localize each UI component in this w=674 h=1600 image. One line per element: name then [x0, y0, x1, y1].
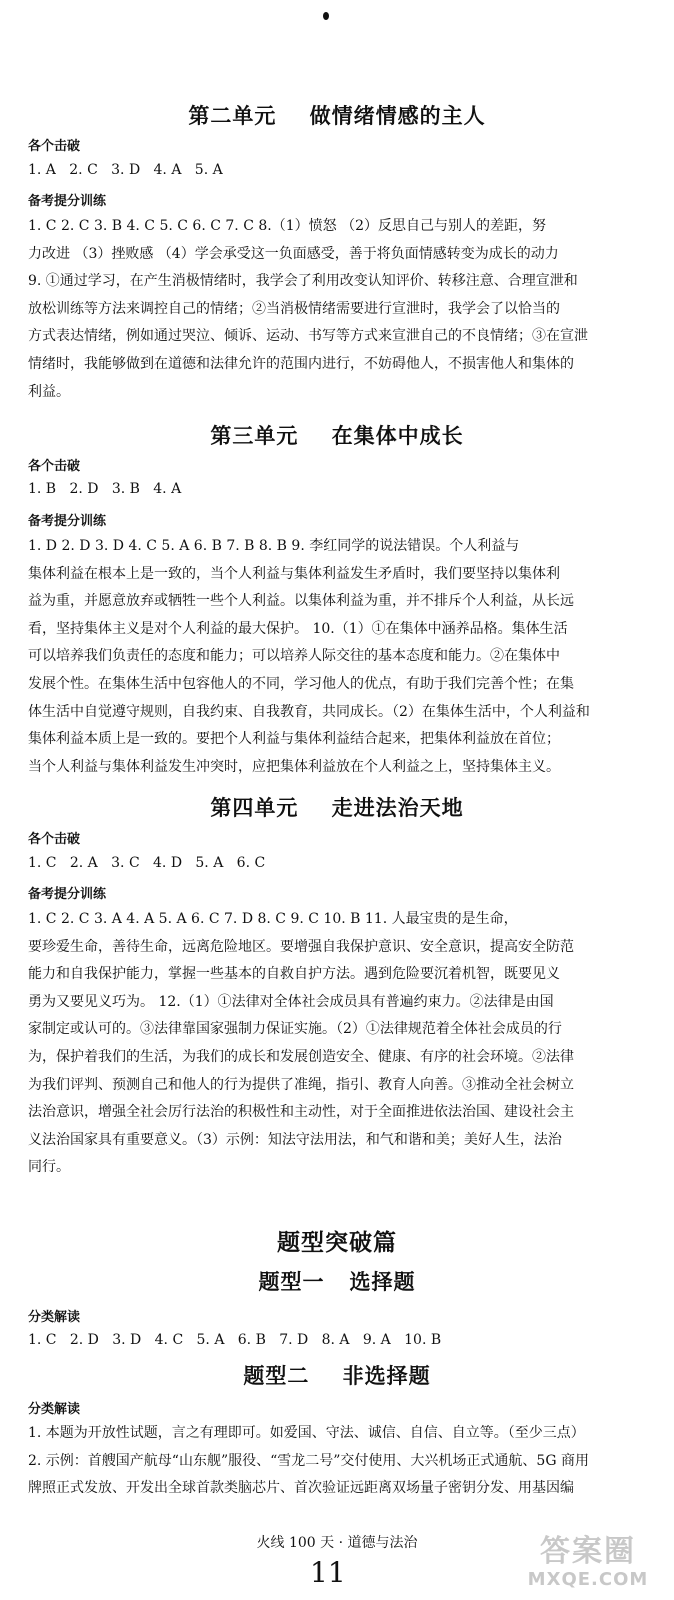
- text-line: 1. D 2. D 3. D 4. C 5. A 6. B 7. B 8. B 9. 李红同学的说法错误。个人利益与: [28, 538, 520, 554]
- watermark-text-bottom: MXQE.COM: [527, 1569, 649, 1590]
- unit4-sub-each: 各个击破: [28, 832, 81, 847]
- text-line: 体生活中自觉遵守规则，自我约束、自我教育，共同成长。（2）在集体生活中，个人利益和: [28, 703, 590, 720]
- unit2-title: 第二单元 做情绪情感的主人: [188, 104, 486, 128]
- type1-sub: 分类解读: [28, 1310, 81, 1325]
- text-line: 法治意识，增强全社会厉行法治的积极性和主动性，对于全面推进依法治国、建设社会主: [28, 1104, 574, 1121]
- text-line: 家制定或认可的。③法律靠国家强制力保证实施。（2）①法律规范着全体社会成员的行: [28, 1021, 562, 1038]
- text-line: 集体利益本质上是一致的。要把个人利益与集体利益结合起来，把集体利益放在首位；: [28, 731, 560, 748]
- unit4-training-text: [28, 906, 642, 1182]
- type2-title: 题型二 非选择题: [243, 1364, 431, 1388]
- type2-sub: 分类解读: [28, 1402, 81, 1417]
- text-line: 益为重，并愿意放弃或牺牲一些个人利益。以集体利益为重，并不排斥个人利益，从长远: [28, 593, 574, 610]
- unit3-sub-training: 备考提分训练: [28, 514, 107, 529]
- text-line: 1. C 2. C 3. A 4. A 5. A 6. C 7. D 8. C 9. C 10. B 11. 人最宝贵的是生命，: [28, 911, 518, 927]
- unit3-training-text: [28, 533, 642, 781]
- text-line: 义法治国家具有重要意义。（3）示例：知法守法用法，和气和谐和美；美好人生，法治: [28, 1131, 562, 1148]
- part-title: 题型突破篇: [277, 1230, 397, 1256]
- text-line: 能力和自我保护能力，掌握一些基本的自救自护方法。遇到危险要沉着机智，既要见义: [28, 966, 560, 983]
- watermark-logo: [514, 1535, 662, 1595]
- text-line: 2. 示例：首艘国产航母“山东舰”服役、“雪龙二号”交付使用、大兴机场正式通航、5G 商用: [28, 1452, 589, 1469]
- text-line: 情绪时，我能够做到在道德和法律允许的范围内进行，不妨碍他人，不损害他人和集体的: [28, 355, 574, 372]
- text-line: 力改进 （3）挫败感 （4）学会承受这一负面感受，善于将负面情感转变为成长的动力: [28, 245, 559, 262]
- text-line: 要珍爱生命，善待生命，远离危险地区。要增强自我保护意识、安全意识，提高安全防范: [28, 938, 574, 955]
- page-number: 11: [310, 1556, 346, 1589]
- unit4-each-answers: 1. C 2. A 3. C 4. D 5. A 6. C: [28, 855, 266, 871]
- text-line: 当个人利益与集体利益发生冲突时，应把集体利益放在个人利益之上，坚持集体主义。: [28, 758, 560, 775]
- unit4-title: 第四单元 走进法治天地: [210, 796, 464, 820]
- unit2-sub-training: 备考提分训练: [28, 194, 107, 209]
- text-line: 为我们评判、预测自己和他人的行为提供了准绳，指引、教育人向善。③推动全社会树立: [28, 1076, 574, 1093]
- text-line: 同行。: [28, 1159, 70, 1176]
- page-footer: 火线 100 天 · 道德与法治: [256, 1535, 418, 1551]
- text-line: 利益。: [28, 383, 70, 400]
- unit3-title: 第三单元 在集体中成长: [210, 424, 464, 448]
- text-line: 牌照正式发放、开发出全球首款类脑芯片、首次验证远距离双场量子密钥分发、用基因编: [28, 1480, 574, 1497]
- unit3-sub-each: 各个击破: [28, 459, 81, 474]
- text-line: 1. C 2. C 3. B 4. C 5. C 6. C 7. C 8.（1）愤怒 （2）反思自己与别人的差距，努: [28, 218, 546, 234]
- type1-answers: 1. C 2. D 3. D 4. C 5. A 6. B 7. D 8. A 9. A 10. B: [28, 1332, 442, 1348]
- text-line: 看，坚持集体主义是对个人利益的最大保护。 10.（1）①在集体中涵养品格。集体生活: [28, 620, 568, 637]
- text-line: 勇为又要见义巧为。 12.（1）①法律对全体社会成员具有普遍约束力。②法律是由国: [28, 993, 554, 1010]
- unit2-each-answers: 1. A 2. C 3. D 4. A 5. A: [28, 162, 223, 178]
- unit2-training-text: [28, 213, 642, 406]
- text-line: 发展个性。在集体生活中包容他人的不同，学习他人的优点，有助于我们完善个性；在集: [28, 675, 574, 692]
- watermark-text-top: 答案圈: [540, 1534, 636, 1569]
- type1-title: 题型一 选择题: [258, 1270, 416, 1294]
- unit4-sub-training: 备考提分训练: [28, 887, 107, 902]
- type2-text: [28, 1420, 642, 1503]
- unit2-sub-each: 各个击破: [28, 139, 81, 154]
- ink-dot: [323, 12, 329, 20]
- unit3-each-answers: 1. B 2. D 3. B 4. A: [28, 481, 182, 497]
- text-line: 放松训练等方法来调控自己的情绪；②当消极情绪需要进行宣泄时，我学会了以恰当的: [28, 300, 560, 317]
- text-line: 为，保护着我们的生活，为我们的成长和发展创造安全、健康、有序的社会环境。②法律: [28, 1048, 574, 1065]
- text-line: 1. 本题为开放性试题，言之有理即可。如爱国、守法、诚信、自信、自立等。（至少三点）: [28, 1425, 585, 1441]
- text-line: 集体利益在根本上是一致的，当个人利益与集体利益发生矛盾时，我们要坚持以集体利: [28, 565, 560, 582]
- text-line: 9. ①通过学习，在产生消极情绪时，我学会了利用改变认知评价、转移注意、合理宣泄和: [28, 273, 578, 290]
- text-line: 可以培养我们负责任的态度和能力；可以培养人际交往的基本态度和能力。②在集体中: [28, 648, 560, 665]
- text-line: 方式表达情绪，例如通过哭泣、倾诉、运动、书写等方式来宣泄自己的不良情绪；③在宣泄: [28, 328, 588, 345]
